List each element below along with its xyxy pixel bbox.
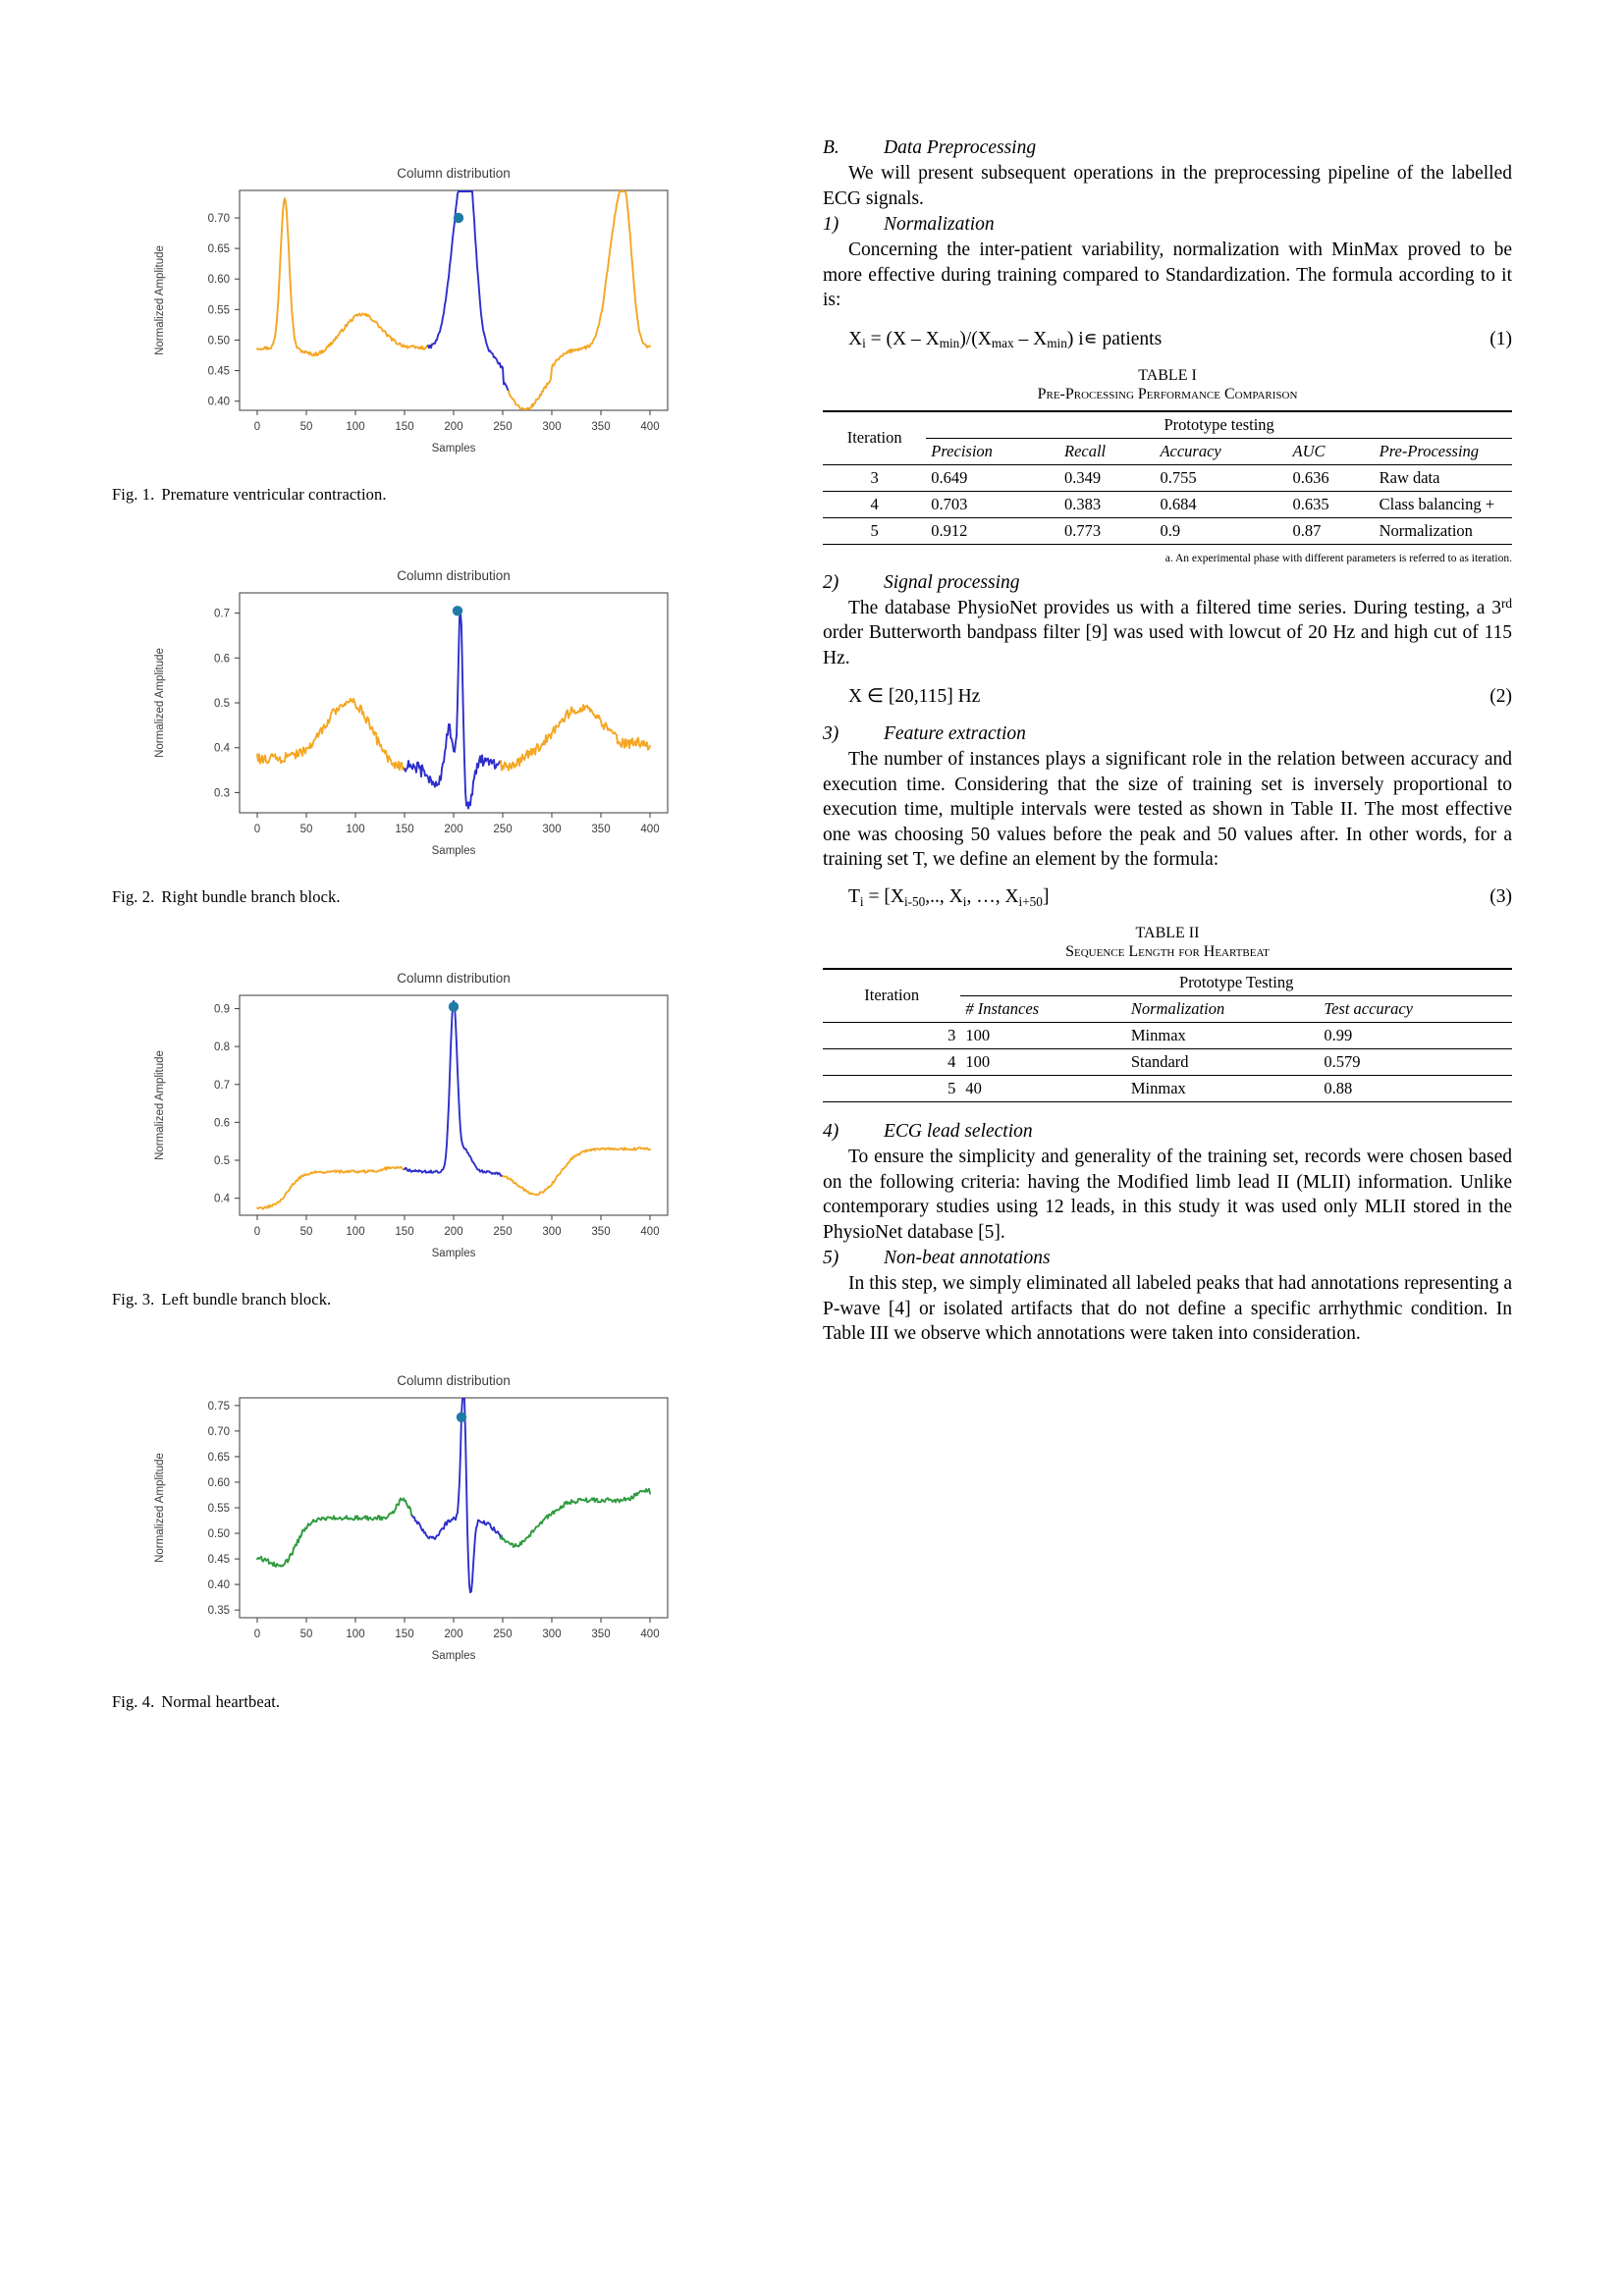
subsection-1-title: Normalization	[884, 214, 995, 236]
table-2-col-normalization: Normalization	[1130, 998, 1225, 1018]
equation-2-number: (2)	[1489, 686, 1512, 708]
table-2-r2-instances: 100	[965, 1051, 991, 1071]
figure-2-text: Right bundle branch block.	[161, 887, 341, 906]
svg-text:250: 250	[493, 1226, 513, 1238]
table-1-r3-precision: 0.912	[931, 520, 968, 540]
figure-4	[102, 1355, 721, 1712]
table-1-r2-precision: 0.703	[931, 494, 968, 513]
svg-text:200: 200	[444, 421, 463, 433]
figures-column	[102, 147, 721, 1757]
svg-text:Normalized Amplitude: Normalized Amplitude	[154, 245, 166, 355]
figure-2-plot	[137, 550, 687, 874]
svg-text:0.45: 0.45	[207, 1554, 230, 1567]
table-1-bottom-rule	[823, 544, 1512, 548]
svg-text:350: 350	[591, 1226, 611, 1238]
svg-text:0.70: 0.70	[207, 213, 230, 225]
table-1-r3-pre: Normalization	[1379, 520, 1473, 540]
table-row	[823, 464, 1512, 491]
svg-text:0.75: 0.75	[207, 1400, 230, 1413]
svg-text:150: 150	[395, 1629, 414, 1640]
ecg-chart-3	[137, 952, 687, 1276]
svg-text:300: 300	[542, 421, 562, 433]
subsection-2-title: Signal processing	[884, 571, 1020, 593]
svg-text:50: 50	[299, 1226, 313, 1238]
subsection-5-title: Non-beat annotations	[884, 1248, 1051, 1269]
table-1-note: a. An experimental phase with different parameters is referred to as iteration.	[1164, 552, 1512, 564]
table-2-r1-iteration: 3	[947, 1025, 956, 1044]
svg-text:0.4: 0.4	[214, 1193, 230, 1205]
signal-processing-ordinal: rd	[1500, 595, 1512, 611]
subsection-2-label: 2)	[823, 571, 839, 593]
svg-text:100: 100	[346, 1629, 365, 1640]
svg-text:0.5: 0.5	[214, 1155, 230, 1167]
table-2-block	[823, 924, 1512, 1105]
table-2-group-row	[823, 969, 1512, 996]
svg-text:0.35: 0.35	[207, 1605, 230, 1618]
svg-text:0: 0	[253, 421, 261, 433]
table-2-group-header: Prototype Testing	[960, 969, 1512, 996]
svg-text:50: 50	[299, 824, 313, 835]
table-1-col-preprocessing: Pre-Processing	[1379, 441, 1480, 460]
ecg-chart-1	[137, 147, 687, 471]
table-1-block	[823, 366, 1512, 564]
svg-text:350: 350	[591, 824, 611, 835]
table-1-group-row	[823, 411, 1512, 439]
table-2-r1-instances: 100	[965, 1025, 991, 1044]
signal-processing-text-b: order Butterworth bandpass filter [9] was used with lowcut of 20 Hz and high cut of 115 Hz.	[823, 622, 1512, 668]
svg-text:0.40: 0.40	[207, 1579, 230, 1592]
equation-3-expression: $T_i = [X_{i-50}$,.., $X_i$, …, $X_{i+50}$]	[848, 885, 1050, 909]
table-1-name: Pre-Processing Performance Comparison	[1037, 386, 1298, 403]
figure-1-text: Premature ventricular contraction.	[161, 485, 387, 504]
signal-processing-paragraph	[823, 596, 1512, 671]
svg-text:200: 200	[444, 824, 463, 835]
svg-text:350: 350	[591, 421, 611, 433]
svg-text:0.6: 0.6	[214, 653, 230, 666]
figure-3-number: Fig. 3.	[112, 1290, 155, 1308]
svg-text:Normalized Amplitude: Normalized Amplitude	[154, 648, 166, 758]
table-1-r1-pre: Raw data	[1379, 467, 1440, 487]
svg-text:100: 100	[346, 824, 365, 835]
ecg-chart-4	[137, 1355, 687, 1679]
table-1-r3-accuracy: 0.9	[1160, 520, 1181, 540]
svg-text:0.8: 0.8	[214, 1041, 230, 1054]
svg-text:50: 50	[299, 421, 313, 433]
svg-text:0.50: 0.50	[207, 1528, 230, 1541]
equation-2	[823, 684, 1512, 708]
subsection-heading-lead-selection	[823, 1121, 1512, 1143]
figure-3-plot	[137, 952, 687, 1276]
table-row	[823, 1048, 1512, 1075]
svg-text:Column distribution: Column distribution	[397, 971, 511, 986]
svg-text:0.50: 0.50	[207, 335, 230, 347]
non-beat-paragraph: In this step, we simply eliminated all labeled peaks that had annotations representing a P-wave [4] or isolated artifacts that do not define a specific arrhythmic condition. In Table III we observe which annotations were taken into consideration.	[823, 1273, 1512, 1345]
svg-text:Column distribution: Column distribution	[397, 166, 511, 181]
figure-4-plot	[137, 1355, 687, 1679]
table-2-col-test-accuracy: Test accuracy	[1324, 998, 1413, 1018]
section-intro-paragraph: We will present subsequent operations in the preprocessing pipeline of the labelled ECG signals.	[823, 163, 1512, 209]
svg-text:Samples: Samples	[431, 1248, 476, 1259]
svg-text:400: 400	[640, 421, 660, 433]
table-1-r2-accuracy: 0.684	[1160, 494, 1197, 513]
section-heading-b	[823, 137, 1512, 159]
equation-1-number: (1)	[1489, 328, 1512, 349]
table-1-r1-recall: 0.349	[1064, 467, 1102, 487]
table-row	[823, 1075, 1512, 1101]
subsection-3-title: Feature extraction	[884, 723, 1026, 745]
table-1-r1-accuracy: 0.755	[1160, 467, 1197, 487]
table-1-number: TABLE I	[1138, 366, 1197, 384]
subsection-heading-non-beat	[823, 1248, 1512, 1269]
subsection-5-label: 5)	[823, 1248, 839, 1269]
equation-3-number: (3)	[1489, 885, 1512, 907]
table-2-col-instances: # Instances	[965, 998, 1040, 1018]
subsection-1-label: 1)	[823, 214, 839, 236]
svg-text:100: 100	[346, 1226, 365, 1238]
equation-2-expression: X ∈ [20,115] Hz	[848, 686, 981, 708]
svg-text:50: 50	[299, 1629, 313, 1640]
svg-text:0: 0	[253, 1226, 261, 1238]
subsection-heading-signal-processing	[823, 572, 1512, 594]
section-title: Data Preprocessing	[884, 137, 1037, 158]
svg-text:Normalized Amplitude: Normalized Amplitude	[154, 1050, 166, 1160]
equation-1	[823, 327, 1512, 350]
table-2-bottom-rule	[823, 1101, 1512, 1105]
svg-text:0.6: 0.6	[214, 1117, 230, 1130]
table-1-r2-auc: 0.635	[1292, 494, 1329, 513]
svg-text:Column distribution: Column distribution	[397, 568, 511, 583]
table-1-r1-precision: 0.649	[931, 467, 968, 487]
svg-text:0.60: 0.60	[207, 274, 230, 287]
figure-4-number: Fig. 4.	[112, 1692, 155, 1711]
table-1-r2-pre: Class balancing +	[1379, 494, 1495, 513]
table-2-r2-accuracy: 0.579	[1324, 1051, 1361, 1071]
table-1-r3-auc: 0.87	[1292, 520, 1322, 540]
table-2-r3-normalization: Minmax	[1130, 1078, 1186, 1097]
svg-text:400: 400	[640, 1629, 660, 1640]
peak-marker	[453, 606, 462, 615]
svg-text:Samples: Samples	[431, 1650, 476, 1662]
subsection-heading-normalization	[823, 214, 1512, 236]
table-2-r3-accuracy: 0.88	[1324, 1078, 1353, 1097]
table-2-r1-normalization: Minmax	[1130, 1025, 1186, 1044]
subsection-3-label: 3)	[823, 723, 839, 745]
figure-2-caption	[112, 887, 721, 907]
figure-1	[102, 147, 721, 505]
table-1-header-row	[823, 438, 1512, 464]
table-2-r3-instances: 40	[965, 1078, 982, 1097]
svg-text:400: 400	[640, 824, 660, 835]
figure-3	[102, 952, 721, 1309]
svg-text:0.40: 0.40	[207, 396, 230, 408]
table-2-name: Sequence Length for Heartbeat	[1065, 943, 1270, 961]
svg-text:0.45: 0.45	[207, 365, 230, 378]
svg-text:Column distribution: Column distribution	[397, 1373, 511, 1388]
section-label: B.	[823, 137, 839, 158]
svg-text:0: 0	[253, 1629, 261, 1640]
normalization-paragraph: Concerning the inter-patient variability, normalization with MinMax proved to be more effective during training compared to Standardization. The formula according to it is:	[823, 240, 1512, 311]
figure-3-text: Left bundle branch block.	[161, 1290, 332, 1308]
table-2	[823, 968, 1512, 1105]
figure-2	[102, 550, 721, 907]
svg-text:400: 400	[640, 1226, 660, 1238]
table-row	[823, 517, 1512, 544]
table-1-r2-iteration: 4	[870, 494, 879, 513]
svg-text:250: 250	[493, 1629, 513, 1640]
svg-text:0.9: 0.9	[214, 1003, 230, 1016]
svg-text:0: 0	[253, 824, 261, 835]
svg-text:100: 100	[346, 421, 365, 433]
table-row	[823, 1022, 1512, 1048]
peak-marker	[457, 1413, 466, 1422]
figure-1-number: Fig. 1.	[112, 485, 155, 504]
svg-text:Samples: Samples	[431, 845, 476, 857]
table-1-col-auc: AUC	[1292, 441, 1326, 460]
subsection-heading-feature-extraction	[823, 723, 1512, 745]
table-1-r3-recall: 0.773	[1064, 520, 1102, 540]
svg-text:250: 250	[493, 421, 513, 433]
svg-text:0.60: 0.60	[207, 1476, 230, 1489]
svg-text:Normalized Amplitude: Normalized Amplitude	[154, 1453, 166, 1563]
feature-extraction-paragraph: The number of instances plays a significant role in the relation between accuracy and execution time. Considering that the size of training set is inversely proportional to execution time, multiple intervals were tested as shown in Table II. The most effective one was choosing 50 values before the peak and 50 values after. In other words, for a training set T, we define an element by the formula:	[823, 749, 1512, 871]
table-1-r2-recall: 0.383	[1064, 494, 1102, 513]
figure-3-caption	[112, 1290, 721, 1309]
table-1-iteration-header: Iteration	[823, 411, 926, 465]
svg-text:250: 250	[493, 824, 513, 835]
svg-text:300: 300	[542, 824, 562, 835]
svg-text:0.7: 0.7	[214, 1079, 230, 1092]
signal-processing-text-a: The database PhysioNet provides us with a filtered time series. During testing, a 3	[848, 597, 1501, 618]
lead-selection-paragraph: To ensure the simplicity and generality of the training set, records were chosen based on the following criteria: having the Modified limb lead II (MLII) information. Unlike contemporary studies using 12 leads, in this study it was used only MLII stored in the PhysioNet database [5].	[823, 1146, 1512, 1243]
table-1-r1-iteration: 3	[870, 467, 879, 487]
table-1-col-accuracy: Accuracy	[1160, 441, 1221, 460]
svg-text:150: 150	[395, 421, 414, 433]
svg-text:0.55: 0.55	[207, 1503, 230, 1515]
subsection-4-label: 4)	[823, 1120, 839, 1142]
table-2-iteration-header: Iteration	[823, 969, 960, 1023]
figure-2-number: Fig. 2.	[112, 887, 155, 906]
table-1-col-precision: Precision	[931, 441, 993, 460]
table-1-col-recall: Recall	[1064, 441, 1107, 460]
table-1-title	[823, 366, 1512, 404]
figure-1-plot	[137, 147, 687, 471]
table-2-title	[823, 924, 1512, 962]
text-column	[823, 137, 1512, 1349]
table-2-r3-iteration: 5	[947, 1078, 956, 1097]
svg-text:200: 200	[444, 1226, 463, 1238]
peak-marker	[454, 213, 463, 223]
figure-4-caption	[112, 1692, 721, 1712]
svg-text:0.65: 0.65	[207, 243, 230, 256]
table-2-r2-iteration: 4	[947, 1051, 956, 1071]
svg-text:Samples: Samples	[431, 443, 476, 454]
equation-1-expression: $X_i = (X - X_{min})/(X_{max} - X_{min})$ i∊ patients	[848, 328, 1163, 351]
svg-text:0.3: 0.3	[214, 787, 230, 800]
table-1-r3-iteration: 5	[870, 520, 879, 540]
figure-1-caption	[112, 485, 721, 505]
equation-3	[823, 886, 1512, 908]
svg-text:150: 150	[395, 1226, 414, 1238]
table-2-r1-accuracy: 0.99	[1324, 1025, 1353, 1044]
figure-4-text: Normal heartbeat.	[161, 1692, 281, 1711]
peak-marker	[449, 1001, 459, 1011]
svg-text:0.55: 0.55	[207, 304, 230, 317]
table-row	[823, 491, 1512, 517]
table-1-r1-auc: 0.636	[1292, 467, 1329, 487]
svg-text:0.4: 0.4	[214, 742, 230, 755]
svg-text:0.65: 0.65	[207, 1451, 230, 1464]
ecg-chart-2	[137, 550, 687, 874]
svg-text:350: 350	[591, 1629, 611, 1640]
svg-text:150: 150	[395, 824, 414, 835]
subsection-4-title: ECG lead selection	[884, 1120, 1033, 1142]
svg-text:300: 300	[542, 1629, 562, 1640]
table-1	[823, 410, 1512, 548]
svg-text:0.5: 0.5	[214, 698, 230, 710]
table-2-number: TABLE II	[1135, 924, 1200, 941]
svg-text:0.70: 0.70	[207, 1425, 230, 1438]
svg-text:200: 200	[444, 1629, 463, 1640]
table-1-group-header: Prototype testing	[926, 411, 1512, 439]
table-2-r2-normalization: Standard	[1130, 1051, 1189, 1071]
svg-text:0.7: 0.7	[214, 608, 230, 620]
svg-text:300: 300	[542, 1226, 562, 1238]
